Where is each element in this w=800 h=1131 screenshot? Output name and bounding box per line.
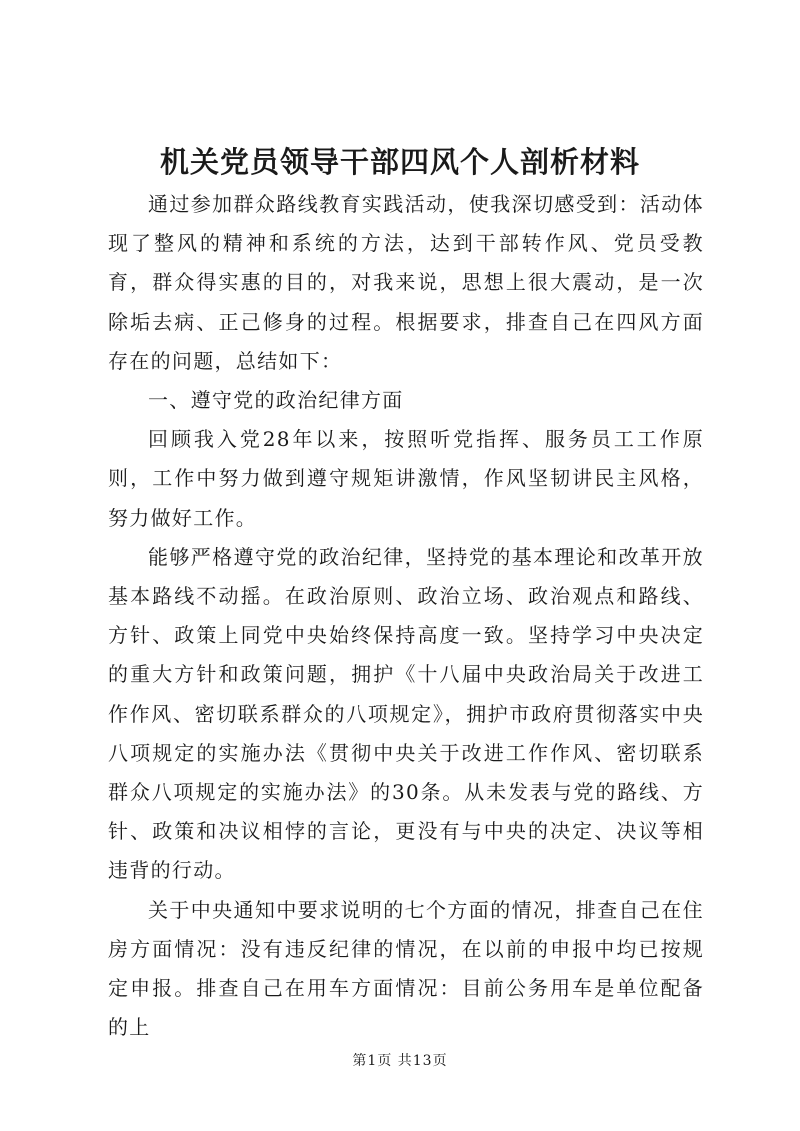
paragraph-discipline: 能够严格遵守党的政治纪律，坚持党的基本理论和改革开放基本路线不动摇。在政治原则、政治立场、政治观点和路线、方针、政策上同党中央始终保持高度一致。坚持学习中央决定的重大方针和政策问题，拥护《十八届中央政治局关于改进工作作风、密切联系群众的八项规定》，拥护市政府贯彻落实中央八项规定的实施办法《贯彻中央关于改进工作作风、密切联系群众八项规定的实施办法》的30条。从未发表与党的路线、方针、政策和决议相悖的言论，更没有与中央的决定、决议等相违背的行动。: [108, 544, 704, 883]
document-body: [108, 185, 704, 1047]
paragraph-seven-aspects: 关于中央通知中要求说明的七个方面的情况，排查自己在住房方面情况：没有违反纪律的情况，在以前的申报中均已按规定申报。排查自己在用车方面情况：目前公务用车是单位配备的上: [108, 897, 704, 1040]
document-title: 机关党员领导干部四风个人剖析材料: [159, 145, 640, 179]
section-heading-political-discipline: 一、遵守党的政治纪律方面: [148, 388, 404, 413]
page-footer: 第1页 共13页: [352, 1053, 448, 1069]
paragraph-review: 回顾我入党28年以来，按照听党指挥、服务员工工作原则，工作中努力做到遵守规矩讲激情，作风坚韧讲民主风格，努力做好工作。: [108, 427, 704, 530]
paragraph-intro: 通过参加群众路线教育实践活动，使我深切感受到：活动体现了整风的精神和系统的方法，达到干部转作风、党员受教育，群众得实惠的目的，对我来说，思想上很大震动，是一次除垢去病、正己修身的过程。根据要求，排查自己在四风方面存在的问题，总结如下：: [108, 192, 704, 373]
